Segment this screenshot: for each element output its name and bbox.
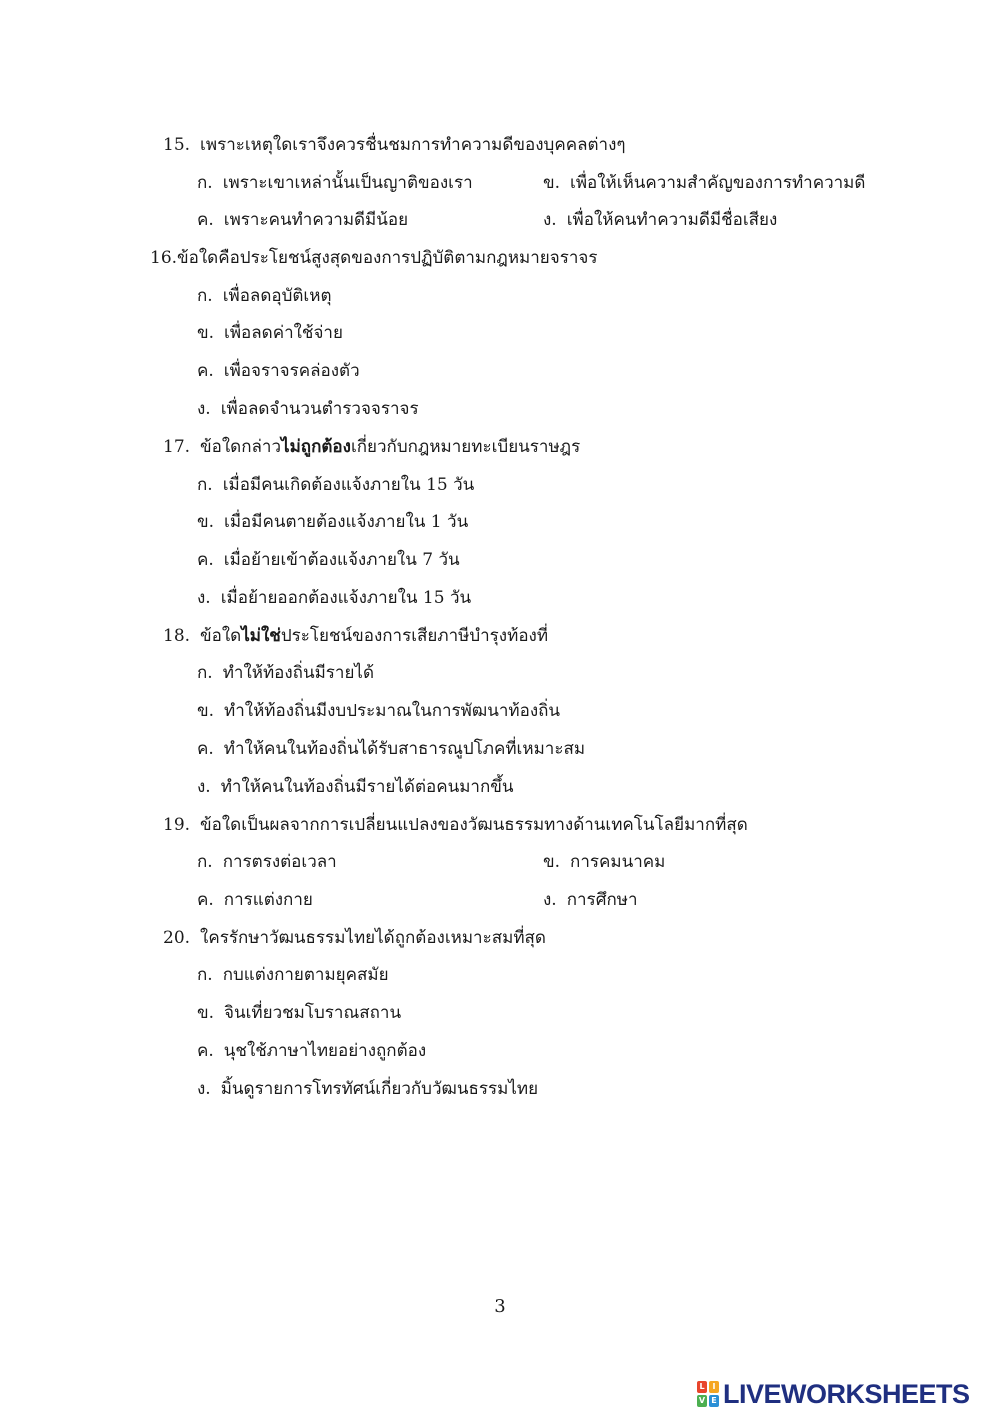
option-16-a[interactable] [197, 285, 332, 307]
option-label: ค. [197, 361, 214, 381]
option-16-c[interactable] [197, 360, 360, 382]
logo-cell-i: I [709, 1381, 719, 1393]
option-text: ทำให้คนในท้องถิ่นมีรายได้ต่อคนมากขึ้น [220, 777, 514, 797]
option-text: เพื่อให้เห็นความสำคัญของการทำความดี [570, 173, 866, 193]
option-label: ข. [197, 512, 215, 532]
question-number: 17. [163, 437, 191, 457]
question-text: ข้อใดคือประโยชน์สูงสุดของการปฏิบัติตามกฎหมายจราจร [177, 248, 598, 268]
option-label: ง. [197, 399, 211, 419]
option-label: ง. [197, 777, 211, 797]
option-label: ก. [197, 852, 213, 872]
option-text: เมื่อมีคนตายต้องแจ้งภายใน 1 วัน [224, 512, 469, 532]
option-text: เพื่อลดอุบัติเหตุ [222, 286, 332, 306]
option-text: เพราะเขาเหล่านั้นเป็นญาติของเรา [222, 173, 473, 193]
option-text: เพื่อจราจรคล่องตัว [223, 361, 360, 381]
question-text-post: เกี่ยวกับกฎหมายทะเบียนราษฎร [350, 437, 581, 457]
option-text: การศึกษา [566, 890, 638, 910]
option-label: ง. [197, 1079, 211, 1099]
logo-cell-e: E [709, 1395, 719, 1407]
option-label: ข. [543, 852, 561, 872]
option-text: ทำให้ท้องถิ่นมีงบประมาณในการพัฒนาท้องถิ่น [224, 701, 561, 721]
option-15-b[interactable] [543, 172, 865, 194]
option-15-d[interactable] [543, 209, 777, 231]
option-label: ค. [197, 210, 214, 230]
option-text: เมื่อย้ายออกต้องแจ้งภายใน 15 วัน [220, 588, 472, 608]
option-20-c[interactable] [197, 1040, 426, 1062]
option-15-a[interactable] [197, 172, 473, 194]
question-19 [163, 814, 748, 836]
option-17-d[interactable] [197, 587, 471, 609]
option-label: ค. [197, 890, 214, 910]
option-label: ข. [197, 1003, 215, 1023]
option-label: ก. [197, 965, 213, 985]
question-text-emphasis: ไม่ใช่ [241, 626, 281, 646]
option-text: การตรงต่อเวลา [222, 852, 337, 872]
option-label: ข. [197, 701, 215, 721]
option-label: ข. [543, 173, 561, 193]
question-17 [163, 436, 580, 458]
option-text: ทำให้ท้องถิ่นมีรายได้ [222, 663, 375, 683]
option-17-c[interactable] [197, 549, 460, 571]
brand-name: LIVEWORKSHEETS [723, 1378, 970, 1409]
logo-cell-v: V [698, 1396, 706, 1405]
option-text: เพื่อให้คนทำความดีมีชื่อเสียง [566, 210, 778, 230]
option-15-c[interactable] [197, 209, 408, 231]
option-label: ค. [197, 739, 214, 759]
liveworksheets-brand [697, 1378, 970, 1410]
option-label: ก. [197, 663, 213, 683]
option-20-a[interactable] [197, 964, 389, 986]
option-label: ง. [543, 890, 557, 910]
question-18 [163, 625, 548, 647]
option-label: ค. [197, 550, 214, 570]
option-text: เมื่อย้ายเข้าต้องแจ้งภายใน 7 วัน [223, 550, 460, 570]
question-text: ใครรักษาวัฒนธรรมไทยได้ถูกต้องเหมาะสมที่สุด [200, 928, 546, 948]
option-text: มิ้นดูรายการโทรทัศน์เกี่ยวกับวัฒนธรรมไทย [220, 1079, 539, 1099]
option-19-c[interactable] [197, 889, 313, 911]
option-label: ก. [197, 173, 213, 193]
question-15 [163, 134, 626, 156]
option-text: จินเที่ยวชมโบราณสถาน [224, 1003, 402, 1023]
option-text: เมื่อมีคนเกิดต้องแจ้งภายใน 15 วัน [222, 475, 475, 495]
question-number: 20. [163, 928, 191, 948]
question-text-pre: ข้อใดกล่าว [200, 437, 282, 457]
option-18-d[interactable] [197, 776, 514, 798]
option-16-d[interactable] [197, 398, 419, 420]
option-20-b[interactable] [197, 1002, 401, 1024]
option-18-b[interactable] [197, 700, 560, 722]
question-number: 19. [163, 815, 191, 835]
question-text: เพราะเหตุใดเราจึงควรชื่นชมการทำความดีของบุคคลต่างๆ [200, 135, 626, 155]
question-number: 18. [163, 626, 191, 646]
logo-cell-l: L [697, 1381, 707, 1393]
option-text: การคมนาคม [570, 852, 666, 872]
option-label: ข. [197, 323, 215, 343]
option-label: ง. [543, 210, 557, 230]
question-20 [163, 927, 546, 949]
option-text: เพื่อลดจำนวนตำรวจจราจร [220, 399, 419, 419]
option-18-c[interactable] [197, 738, 585, 760]
option-text: เพื่อลดค่าใช้จ่าย [224, 323, 343, 343]
option-19-a[interactable] [197, 851, 337, 873]
question-number: 15. [163, 135, 191, 155]
option-text: กบแต่งกายตามยุคสมัย [222, 965, 389, 985]
option-label: ค. [197, 1041, 214, 1061]
option-19-b[interactable] [543, 851, 665, 873]
question-text: ข้อใดเป็นผลจากการเปลี่ยนแปลงของวัฒนธรรมทางด้านเทคโนโลยีมากที่สุด [200, 815, 748, 835]
question-text-emphasis: ไม่ถูกต้อง [281, 437, 351, 457]
option-20-d[interactable] [197, 1078, 538, 1100]
page-number: 3 [494, 1296, 506, 1317]
option-17-a[interactable] [197, 474, 474, 496]
option-16-b[interactable] [197, 322, 343, 344]
option-text: ทำให้คนในท้องถิ่นได้รับสาธารณูปโภคที่เหมาะสม [223, 739, 586, 759]
option-label: ง. [197, 588, 211, 608]
option-18-a[interactable] [197, 662, 374, 684]
option-text: นุชใช้ภาษาไทยอย่างถูกต้อง [223, 1041, 427, 1061]
question-number: 16. [150, 248, 178, 268]
question-16 [150, 247, 597, 269]
option-text: เพราะคนทำความดีมีน้อย [223, 210, 409, 230]
question-text-pre: ข้อใด [200, 626, 242, 646]
question-text-post: ประโยชน์ของการเสียภาษีบำรุงท้องที่ [280, 626, 549, 646]
option-text: การแต่งกาย [223, 890, 313, 910]
option-19-d[interactable] [543, 889, 638, 911]
option-label: ก. [197, 475, 213, 495]
option-label: ก. [197, 286, 213, 306]
liveworksheets-logo-icon [697, 1381, 719, 1407]
option-17-b[interactable] [197, 511, 468, 533]
